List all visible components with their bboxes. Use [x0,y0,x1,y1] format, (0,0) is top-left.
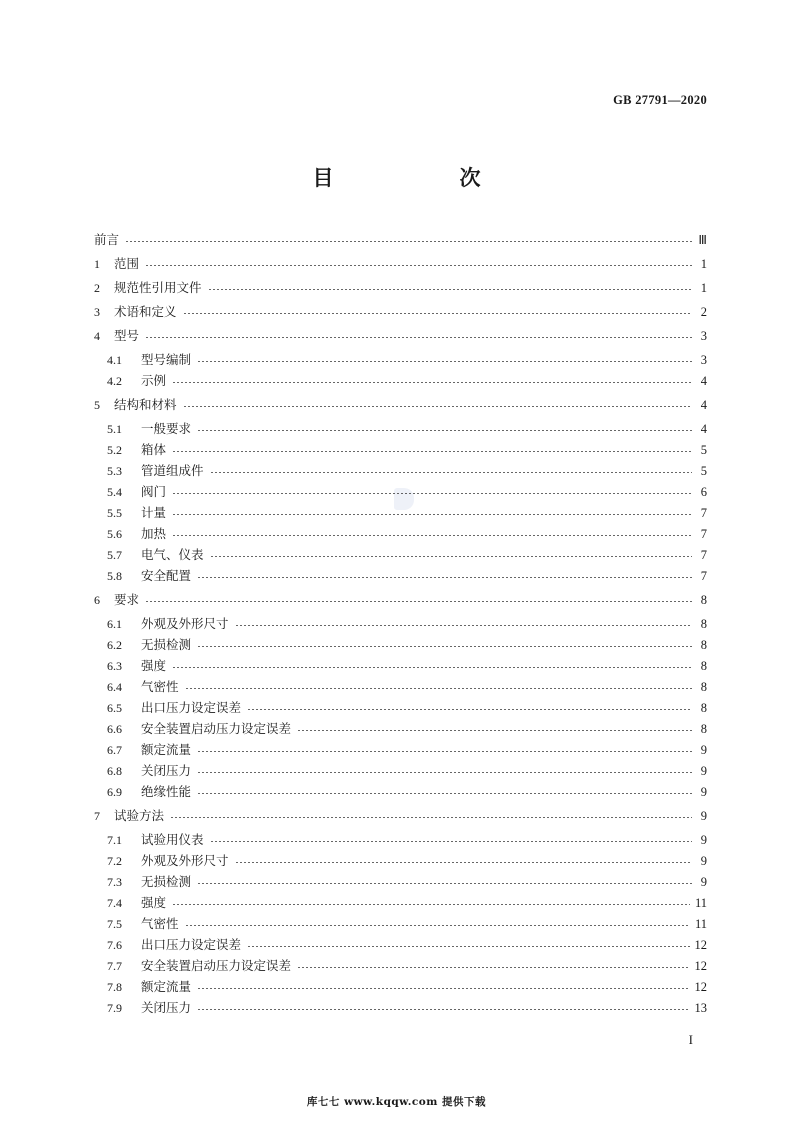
toc-entry[interactable] [107,419,707,439]
toc-entry-title: 电气、仪表 [141,547,204,562]
toc-entry-title: 安全配置 [141,568,192,583]
toc-entry-number: 7.4 [107,896,122,910]
toc-entry-number: 4.2 [107,374,122,388]
toc-entry-number: 5.8 [107,569,122,583]
dot-leader [197,872,692,892]
toc-entry-title: 范围 [114,256,140,271]
toc-entry[interactable] [107,566,707,586]
dot-leader [197,635,692,655]
toc-entry-number: 4 [94,329,100,343]
toc-entry-page: 5 [700,464,707,478]
toc-entry[interactable] [107,782,707,802]
toc-entry[interactable] [94,302,707,322]
toc-entry-title: 试验用仪表 [141,832,204,847]
toc-entry-page: 12 [694,980,707,994]
toc-entry-title: 外观及外形尺寸 [141,616,229,631]
toc-entry-number: 6.8 [107,764,122,778]
toc-entry-title: 无损检测 [141,874,192,889]
toc-entry[interactable] [107,977,707,997]
toc-entry-number: 7.8 [107,980,122,994]
toc-entry-page: 1 [700,281,707,295]
toc-entry-number: 7.1 [107,833,122,847]
toc-entry[interactable] [107,677,707,697]
toc-entry-title: 关闭压力 [141,763,192,778]
toc-entry[interactable] [107,656,707,676]
toc-entry[interactable] [94,806,707,826]
dot-leader [197,761,692,781]
toc-entry-page: 7 [700,569,707,583]
toc-entry-title: 安全装置启动压力设定误差 [141,958,292,973]
dot-leader [197,740,692,760]
toc-entry-number: 6.7 [107,743,122,757]
toc-entry-page: 9 [700,833,707,847]
toc-entry-page: 12 [694,938,707,952]
dot-leader [208,278,692,298]
toc-entry[interactable] [107,635,707,655]
toc-entry-title: 试验方法 [114,808,165,823]
toc-entry-title: 计量 [141,505,167,520]
dot-leader [172,524,692,544]
dot-leader [170,806,692,826]
dot-leader [172,440,692,460]
toc-entry[interactable] [107,956,707,976]
toc-entry-page: 7 [700,506,707,520]
toc-entry-page: 9 [700,875,707,889]
toc-entry-title: 强度 [141,658,167,673]
toc-entry-page: 7 [700,527,707,541]
toc-entry[interactable] [107,935,707,955]
toc-entry-title: 结构和材料 [114,397,177,412]
toc-entry[interactable] [94,326,707,346]
toc-entry-number: 5.2 [107,443,122,457]
toc-entry[interactable] [107,524,707,544]
toc-entry-title: 出口压力设定误差 [141,937,242,952]
toc-entry[interactable] [107,830,707,850]
toc-entry[interactable] [107,998,707,1018]
toc-entry-number: 5.1 [107,422,122,436]
dot-leader [185,677,692,697]
toc-entry-title: 额定流量 [141,979,192,994]
toc-entry[interactable] [107,719,707,739]
toc-entry-number: 5.3 [107,464,122,478]
dot-leader [197,977,689,997]
toc-entry[interactable] [107,350,707,370]
toc-entry[interactable] [107,851,707,871]
toc-entry[interactable] [94,254,707,274]
toc-entry[interactable] [107,872,707,892]
toc-entry-page: 11 [694,917,707,931]
toc-entry-title: 气密性 [141,679,179,694]
dot-leader [247,935,689,955]
toc-entry-page: 4 [700,374,707,388]
dot-leader [210,461,692,481]
toc-entry-number: 5.6 [107,527,122,541]
toc-entry-number: 6.9 [107,785,122,799]
dot-leader [197,419,692,439]
dot-leader [197,998,689,1018]
dot-leader [145,254,692,274]
toc-entry-number: 7.9 [107,1001,122,1015]
toc-entry-number: 6.1 [107,617,122,631]
toc-entry-page: 7 [700,548,707,562]
toc-entry[interactable] [107,740,707,760]
toc-entry-title: 规范性引用文件 [114,280,202,295]
toc-entry-title: 额定流量 [141,742,192,757]
dot-leader [235,851,692,871]
dot-leader [247,698,692,718]
toc-entry-page: 13 [694,1001,707,1015]
dot-leader [145,326,692,346]
toc-entry-number: 5 [94,398,100,412]
toc-entry-title: 一般要求 [141,421,192,436]
toc-entry-page: 6 [700,485,707,499]
dot-leader [172,893,690,913]
toc-entry-number: 7.7 [107,959,122,973]
toc-entry-title: 加热 [141,526,167,541]
toc-entry-page: Ⅲ [698,233,707,247]
toc-entry-page: 4 [700,398,707,412]
dot-leader [235,614,692,634]
toc-entry-page: 8 [700,593,707,607]
toc-entry-page: 8 [700,701,707,715]
toc-entry[interactable] [94,590,707,610]
toc-entry-title: 关闭压力 [141,1000,192,1015]
toc-entry-title: 型号 [114,328,140,343]
dot-leader [197,350,692,370]
toc-entry-number: 2 [94,281,100,295]
toc-entry-number: 5.5 [107,506,122,520]
toc-entry[interactable] [94,395,707,415]
toc-entry-page: 8 [700,680,707,694]
toc-entry[interactable] [107,761,707,781]
dot-leader [172,503,692,523]
toc-entry-title: 绝缘性能 [141,784,192,799]
toc-entry-title: 安全装置启动压力设定误差 [141,721,292,736]
toc-entry-title: 气密性 [141,916,179,931]
toc-entry-page: 9 [700,809,707,823]
dot-leader [197,782,692,802]
toc-entry[interactable] [107,914,707,934]
toc-entry-number: 6.3 [107,659,122,673]
toc-entry-page: 8 [700,722,707,736]
toc-entry-page: 9 [700,764,707,778]
toc-entry-title: 外观及外形尺寸 [141,853,229,868]
toc-entry-page: 3 [700,353,707,367]
dot-leader [183,302,692,322]
toc-entry-number: 1 [94,257,100,271]
dot-leader [297,956,689,976]
toc-entry-title: 箱体 [141,442,167,457]
toc-entry-page: 5 [700,443,707,457]
toc-entry[interactable] [107,503,707,523]
toc-entry[interactable] [107,614,707,634]
standard-code: GB 27791—2020 [613,93,707,107]
toc-entry-page: 9 [700,854,707,868]
toc-entry-number: 4.1 [107,353,122,367]
toc-entry-page: 12 [694,959,707,973]
toc-entry-number: 6 [94,593,100,607]
toc-entry[interactable] [107,893,707,913]
toc-entry-title: 阀门 [141,484,167,499]
toc-entry[interactable] [107,482,707,502]
toc-entry-page: 2 [700,305,707,319]
toc-entry[interactable] [107,698,707,718]
dot-leader [172,656,692,676]
dot-leader [210,830,692,850]
toc-entry-page: 8 [700,617,707,631]
toc-entry-page: 1 [700,257,707,271]
toc-entry-number: 7.5 [107,917,122,931]
dot-leader [172,371,692,391]
toc-entry-number: 6.4 [107,680,122,694]
toc-entry-number: 5.4 [107,485,122,499]
page-folio: I [688,1032,693,1047]
dot-leader [210,545,692,565]
toc-entry[interactable] [94,230,707,250]
toc-entry-number: 7 [94,809,100,823]
page-title: 目 次 [312,165,509,190]
toc-entry-number: 6.6 [107,722,122,736]
toc-entry-number: 5.7 [107,548,122,562]
toc-entry-page: 8 [700,638,707,652]
toc-entry-number: 6.2 [107,638,122,652]
dot-leader [185,914,690,934]
download-footer: 库七七 www.kqqw.com 提供下载 [306,1096,487,1108]
toc-entry-title: 术语和定义 [114,304,177,319]
toc-entry-number: 7.3 [107,875,122,889]
dot-leader [197,566,692,586]
toc-entry-title: 型号编制 [141,352,192,367]
dot-leader [172,482,692,502]
toc-entry-title: 强度 [141,895,167,910]
toc-entry-title: 无损检测 [141,637,192,652]
toc-entry-page: 8 [700,659,707,673]
toc-entry-page: 4 [700,422,707,436]
toc-entry[interactable] [107,461,707,481]
dot-leader [297,719,692,739]
toc-entry-page: 9 [700,785,707,799]
toc-entry-page: 11 [694,896,707,910]
toc-entry-number: 6.5 [107,701,122,715]
dot-leader [125,230,692,250]
toc-entry[interactable] [107,371,707,391]
toc-entry[interactable] [94,278,707,298]
toc-entry-number: 7.2 [107,854,122,868]
toc-entry-number: 7.6 [107,938,122,952]
toc-entry-title: 示例 [141,373,167,388]
dot-leader [145,590,692,610]
toc-entry-title: 前言 [94,232,120,247]
toc-entry-number: 3 [94,305,100,319]
toc-entry-title: 出口压力设定误差 [141,700,242,715]
toc-entry-title: 要求 [114,592,140,607]
toc-entry-title: 管道组成件 [141,463,204,478]
toc-entry[interactable] [107,440,707,460]
dot-leader [183,395,692,415]
toc-entry-page: 3 [700,329,707,343]
toc-entry[interactable] [107,545,707,565]
toc-entry-page: 9 [700,743,707,757]
